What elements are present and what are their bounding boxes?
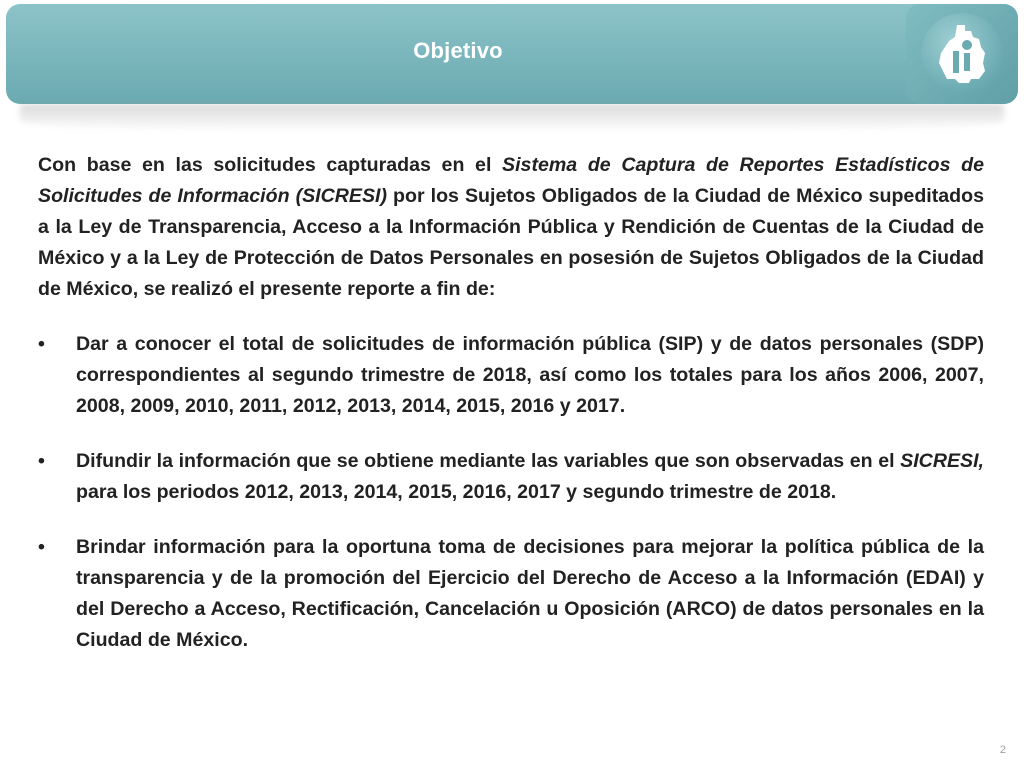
banner-shadow — [20, 104, 1004, 132]
bullet-icon: • — [38, 536, 45, 558]
list-item-text: Brindar información para la oportuna toma de decisiones para mejorar la política pública de la transparencia y de la promoción del Ejercicio del Derecho de Acceso a la Información (EDAI) y del Derecho a Acceso, Rectificación, Cancelación u Oposición (ARCO) de datos personales en la Ciudad de México. — [76, 536, 984, 651]
bullet-icon: • — [38, 333, 45, 355]
logo-box — [906, 4, 1018, 104]
list-item-text: para los periodos 2012, 2013, 2014, 2015, 2016, 2017 y segundo trimestre de 2018. — [76, 481, 837, 503]
intro-paragraph — [38, 150, 984, 305]
content-body — [38, 150, 984, 680]
intro-run-italic: Sistema de Captura de Reportes Estadísticos de Solicitudes de Información (SICRESI) — [38, 154, 984, 207]
list-item — [38, 532, 984, 656]
slide-title: Objetivo — [413, 38, 503, 63]
intro-run: Con base en las solicitudes capturadas en el — [38, 154, 503, 176]
intro-run: por los Sujetos Obligados de la Ciudad de México supeditados a la Ley de Transparencia, Acceso a la Información Pública y Rendición de Cuentas de la Ciudad de México y a la Ley de Protección de Datos Personales en posesión de Sujetos Obligados de la Ciudad de México, se realizó el presente reporte a fin de: — [38, 185, 984, 300]
list-item — [38, 446, 984, 508]
logo-circle — [921, 13, 1003, 95]
list-item-text: Dar a conocer el total de solicitudes de información pública (SIP) y de datos personales (SDP) correspondientes al segundo trimestre de 2018, así como los totales para los años 2006, 2007, 2008, 2009, 2010, 2011, 2012, 2013, 2014, 2015, 2016 y 2017. — [76, 333, 984, 417]
cdmx-coat-of-arms-icon — [937, 23, 987, 85]
page-number: 2 — [999, 744, 1006, 756]
list-item-text-italic: SICRESI, — [900, 450, 984, 472]
list-item-text: Difundir la información que se obtiene mediante las variables que son observadas en el — [76, 450, 901, 472]
objectives-list — [38, 329, 984, 656]
list-item — [38, 329, 984, 422]
bullet-icon: • — [38, 450, 45, 472]
